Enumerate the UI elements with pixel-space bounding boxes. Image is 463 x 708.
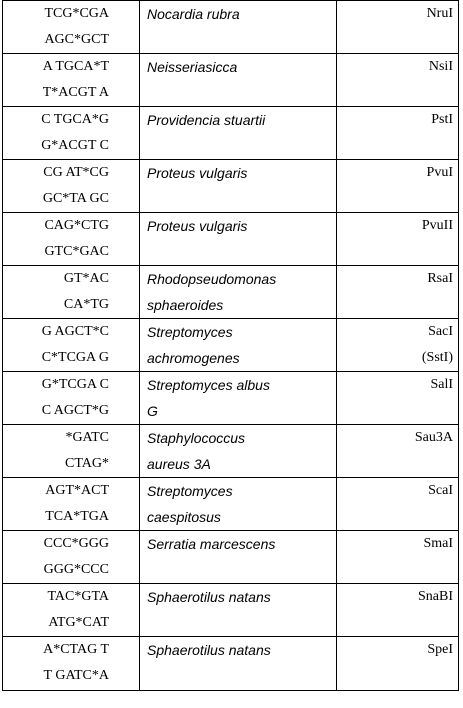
organism-cell bbox=[140, 425, 337, 478]
enzyme-cell bbox=[337, 107, 459, 160]
organism-name: Providencia stuartii bbox=[147, 112, 266, 128]
sequence-strand: GC*TA GC bbox=[42, 191, 109, 206]
enzyme-name: NruI bbox=[426, 6, 453, 21]
sequence-strand: AGC*GCT bbox=[44, 32, 109, 47]
sequence-strand: *GATC bbox=[65, 430, 109, 445]
organism-name: Streptomyces bbox=[147, 483, 233, 499]
table-row bbox=[3, 1, 459, 54]
sequence-strand: GGG*CCC bbox=[43, 562, 109, 577]
sequence-strand: ATG*CAT bbox=[48, 615, 109, 630]
organism-cell bbox=[140, 637, 337, 691]
enzyme-name: Sau3A bbox=[414, 430, 453, 445]
sequence-cell bbox=[3, 478, 140, 531]
enzyme-cell bbox=[337, 372, 459, 425]
enzyme-cell bbox=[337, 213, 459, 266]
organism-cell bbox=[140, 319, 337, 372]
organism-name: Serratia marcescens bbox=[147, 536, 276, 552]
organism-cell bbox=[140, 1, 337, 54]
sequence-strand: T GATC*A bbox=[43, 668, 109, 683]
sequence-cell bbox=[3, 107, 140, 160]
organism-name: Rhodopseudomonas bbox=[147, 271, 277, 287]
sequence-cell bbox=[3, 372, 140, 425]
sequence-strand: TCG*CGA bbox=[44, 6, 109, 21]
table-row bbox=[3, 107, 459, 160]
sequence-strand: GT*AC bbox=[63, 271, 109, 286]
sequence-strand: G AGCT*C bbox=[41, 324, 109, 339]
table-row bbox=[3, 478, 459, 531]
organism-cell bbox=[140, 372, 337, 425]
organism-name: sphaeroides bbox=[147, 297, 224, 313]
sequence-strand: C AGCT*G bbox=[41, 403, 109, 418]
enzyme-cell bbox=[337, 584, 459, 637]
sequence-strand: C*TCGA G bbox=[41, 350, 109, 365]
enzyme-cell bbox=[337, 637, 459, 691]
enzyme-name: PvuI bbox=[426, 165, 453, 180]
sequence-strand: TAC*GTA bbox=[47, 589, 109, 604]
organism-name: Sphaerotilus natans bbox=[147, 589, 271, 605]
sequence-cell bbox=[3, 213, 140, 266]
sequence-strand: CCC*GGG bbox=[43, 536, 109, 551]
enzyme-name: ScaI bbox=[428, 483, 453, 498]
organism-name: Nocardia rubra bbox=[147, 6, 240, 22]
table-row bbox=[3, 372, 459, 425]
enzyme-name: SmaI bbox=[423, 536, 453, 551]
organism-cell bbox=[140, 213, 337, 266]
sequence-strand: CAG*CTG bbox=[44, 218, 109, 233]
sequence-cell bbox=[3, 319, 140, 372]
sequence-cell bbox=[3, 54, 140, 107]
organism-cell bbox=[140, 478, 337, 531]
enzyme-cell bbox=[337, 531, 459, 584]
enzyme-name: SacI bbox=[428, 324, 453, 339]
organism-name: Proteus vulgaris bbox=[147, 218, 248, 234]
enzyme-name: (SstI) bbox=[421, 350, 453, 365]
table-row bbox=[3, 425, 459, 478]
sequence-cell bbox=[3, 1, 140, 54]
enzyme-name: PvuII bbox=[421, 218, 453, 233]
organism-cell bbox=[140, 531, 337, 584]
sequence-strand: CG AT*CG bbox=[43, 165, 109, 180]
sequence-cell bbox=[3, 584, 140, 637]
table-row bbox=[3, 54, 459, 107]
organism-cell bbox=[140, 54, 337, 107]
enzyme-name: SnaBI bbox=[418, 589, 453, 604]
organism-cell bbox=[140, 107, 337, 160]
sequence-strand: T*ACGT A bbox=[42, 85, 109, 100]
table-row bbox=[3, 637, 459, 691]
organism-cell bbox=[140, 266, 337, 319]
sequence-strand: G*TCGA C bbox=[41, 377, 109, 392]
sequence-strand: CA*TG bbox=[63, 297, 109, 312]
table-row bbox=[3, 160, 459, 213]
enzyme-name: SalI bbox=[430, 377, 453, 392]
organism-name: Streptomyces albus bbox=[147, 377, 270, 393]
enzyme-cell bbox=[337, 319, 459, 372]
organism-name: Neisseriasicca bbox=[147, 59, 238, 75]
enzyme-cell bbox=[337, 54, 459, 107]
organism-name: aureus 3A bbox=[147, 456, 211, 472]
sequence-strand: CTAG* bbox=[65, 456, 109, 471]
enzyme-cell bbox=[337, 1, 459, 54]
sequence-strand: A TGCA*T bbox=[42, 59, 109, 74]
sequence-strand: A*CTAG T bbox=[43, 642, 109, 657]
sequence-cell bbox=[3, 160, 140, 213]
table-row bbox=[3, 266, 459, 319]
sequence-cell bbox=[3, 637, 140, 691]
sequence-strand: GTC*GAC bbox=[44, 244, 109, 259]
sequence-strand: C TGCA*G bbox=[41, 112, 109, 127]
sequence-strand: TCA*TGA bbox=[45, 509, 109, 524]
organism-cell bbox=[140, 584, 337, 637]
table-row bbox=[3, 319, 459, 372]
sequence-strand: G*ACGT C bbox=[41, 138, 109, 153]
organism-name: Proteus vulgaris bbox=[147, 165, 248, 181]
sequence-strand: AGT*ACT bbox=[45, 483, 109, 498]
table-row bbox=[3, 584, 459, 637]
organism-name: Staphylococcus bbox=[147, 430, 246, 446]
enzyme-name: NsiI bbox=[428, 59, 453, 74]
organism-name: achromogenes bbox=[147, 350, 240, 366]
enzyme-cell bbox=[337, 478, 459, 531]
enzyme-name: RsaI bbox=[427, 271, 453, 286]
table-body bbox=[3, 1, 459, 691]
enzyme-name: PstI bbox=[431, 112, 453, 127]
enzyme-cell bbox=[337, 425, 459, 478]
organism-name: Sphaerotilus natans bbox=[147, 642, 271, 658]
enzyme-name: SpeI bbox=[427, 642, 453, 657]
table-row bbox=[3, 531, 459, 584]
organism-name: caespitosus bbox=[147, 509, 221, 525]
organism-name: Streptomyces bbox=[147, 324, 233, 340]
organism-cell bbox=[140, 160, 337, 213]
enzyme-cell bbox=[337, 266, 459, 319]
restriction-enzyme-table bbox=[2, 0, 459, 691]
table-row bbox=[3, 213, 459, 266]
sequence-cell bbox=[3, 425, 140, 478]
organism-name: G bbox=[147, 403, 158, 419]
sequence-cell bbox=[3, 266, 140, 319]
sequence-cell bbox=[3, 531, 140, 584]
enzyme-cell bbox=[337, 160, 459, 213]
